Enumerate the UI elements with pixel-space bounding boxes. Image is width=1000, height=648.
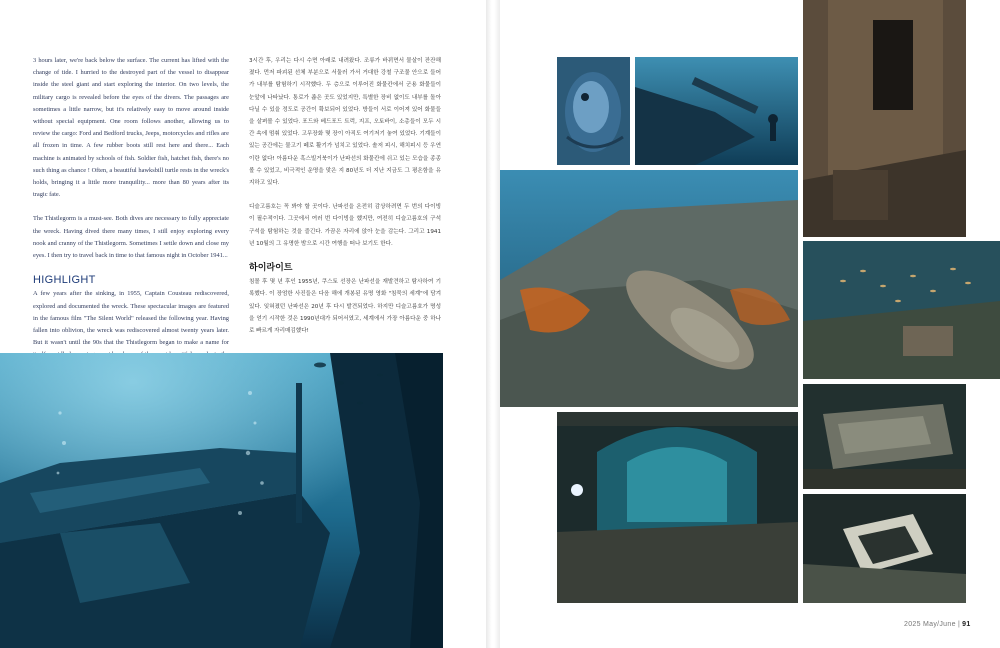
center-gutter: [486, 0, 500, 648]
highlight-paragraph-korean: 침몰 후 몇 년 후인 1955년, 쿠스토 선장은 난파선을 재발견하고 탐사하여 기록했다. 이 장엄한 사진들은 다음 해에 개봉된 유명 영화 "침묵의 세계"에 담겨 있다. 잊혀졌던 난파선은 20년 후 다시 발견되었다. 하지만 디슬고름호가 명성을 얻기 시작한 것은 1990년대가 되어서였고, 세계에서 가장 아름다운 중 하나로 빠르게 자리매김했다!: [249, 279, 441, 335]
highlight-paragraph: A few years after the sinking, in 1955, Captain Cousteau rediscovered, explored and documented the wreck. These spectacular images are featured in the famous film "The Silent World" released the following year. Having fallen into oblivion, the wreck was rediscovered almost twenty years later. But it wasn't until the 90s that the Thistlegorm began to make a name for: [33, 290, 229, 347]
wreck-interior-ribs-photo: [557, 412, 798, 603]
korean-paragraph-2: 디슬고름호는 꼭 봐야 할 곳이다. 난파선을 온전히 감상하려면 두 번의 다이빙이 필수적이다. 그곳에서 여러 번 다이빙을 했지만, 여전히 디슬고름호의 구석구석을 탐험하는 것을 즐긴다. 가끔은 자리에 앉아 눈을 감는다. 그리고 1941년 10월의 그 유명한 밤으로 시간 여행을 떠나 보기도 한다.: [249, 204, 441, 247]
korean-column: [249, 55, 441, 349]
crocodilefish-photo: [500, 170, 798, 407]
folio-issue: 2025 May/June: [904, 621, 956, 628]
schooling-fish-photo: [803, 241, 1000, 379]
korean-paragraph-1: 3시간 후, 우리는 다시 수면 아래로 내려왔다. 조류가 바뀌면서 물살이 잔잔해졌다. 먼저 파괴된 선체 부분으로 서둘러 가서 거대한 강철 구조물 안으로 들어가 내부를 탐험하기 시작했다. 두 층으로 이루어진 화물칸에서 군용 화물들이 눈앞에 나타났다. 통로가 좁은 곳도 있었지만, 특별한 장비 없이도 내부를 돌아다닐 수 있을 정도로 공간이 확보되어 있었다. 방들이 서로 이어져 있어 화물들을 살펴볼 수 있었다. 포드와 베드포드 트럭, 지프, 오토바이, 소총들이 모두 시간 속에 멈춰 있었다. 고무장화 몇 장이 아직도 여기저기 놓여 있었다. 기계들이 있는 공간에는 물고기 떼로 활기가 넘치고 있었다. 솔저 피시, 해치피시 등 우연이란 없다! 아름다운 흑스빌거북이가 난파선의 화물칸에 쉬고 있는 모습을 종종 볼 수 있었고, 비극적인 운명을 맞은 지 80년도 더 지난 지금도 그 평온함을 유지하고 있다.: [249, 58, 441, 187]
english-column: [33, 55, 229, 386]
english-paragraph-2: The Thistlegorm is a must-see. Both dives are necessary to fully appreciate the wreck. Having dived there many times, I still enjoy exploring every nook and cranny of the Thistlegorm. Sometimes I settle down and close my eyes. I then try to travel back in time to that famous night in October 1941...: [33, 215, 229, 260]
page-folio: 2025 May/June | 91: [904, 621, 971, 628]
highlight-heading-korean: 하이라이트: [249, 263, 293, 274]
truck-wreck-photo: [803, 384, 966, 489]
diver-wreck-photo: [635, 57, 798, 165]
english-paragraph-1: 3 hours later, we're back below the surface. The current has lifted with the change of tide. I hurried to the destroyed part of the vessel to disappear inside the steel giant and start exploring the interior. On two levels, the military cargo is revealed before the eyes of the divers. The passages are sometimes a little narrow, but it's relatively easy to move around inside without special equipment. One room follows another, allowing us to review the cargo: Ford and Bedford trucks, Jeeps, motorcycles and rifles are all frozen in time. A few rubber boots still rest here and there... Each machine is animated by schools of fish. Soldier fish, hatchet fish, there's no such thing as chance ! Often, a beautiful hawksbill turtle rests in the wreck's holds, bringing it a little more tranquility... more than 80 years after its tragic fate.: [33, 57, 229, 199]
highlight-heading: HIGHLIGHT: [33, 274, 96, 287]
wreck-overview-photo: [0, 353, 443, 648]
fish-portrait-photo: [557, 57, 630, 165]
vehicle-cargo-photo: [803, 494, 966, 603]
page-number: 91: [962, 621, 971, 628]
cargo-hold-photo: [803, 0, 966, 237]
